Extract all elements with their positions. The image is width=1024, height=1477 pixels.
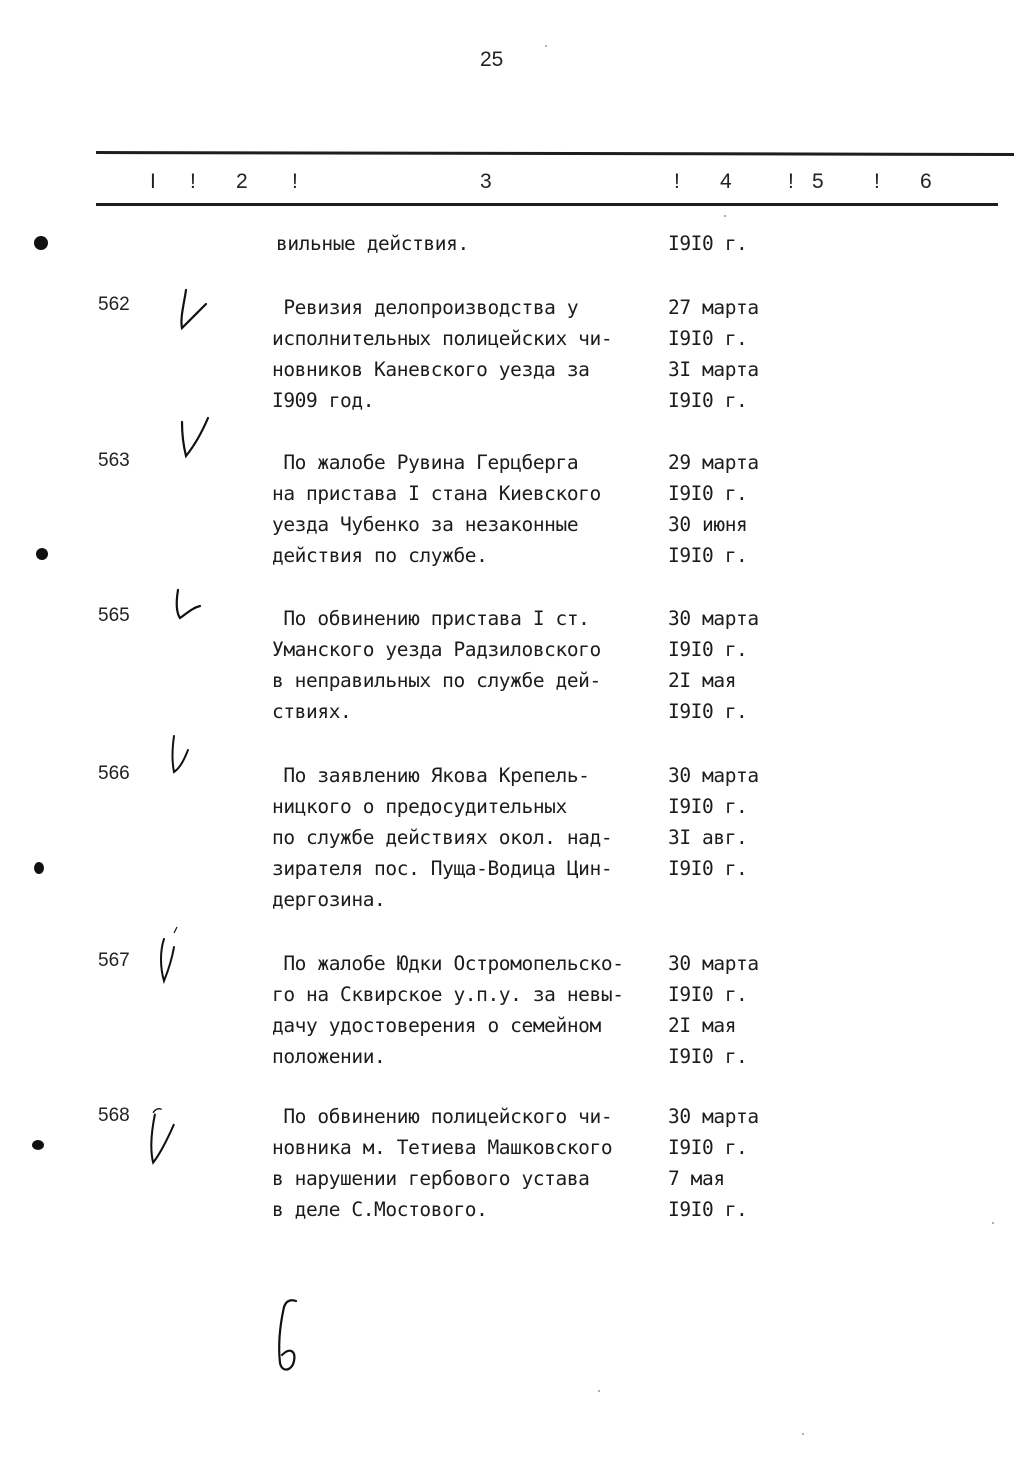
column-header-3: 3: [480, 170, 492, 193]
handwritten-check-icon: [172, 282, 212, 342]
binding-hole-mark: [34, 236, 48, 250]
handwritten-check-icon: [152, 925, 192, 985]
entry-number: 568: [98, 1105, 130, 1126]
entry-description: По жалобе Рувина Герцберга на пристава I стана Киевского уезда Чубенко за незаконные действия по службе.: [272, 451, 601, 567]
entry-dates: 30 марта I9I0 г. 2I мая I9I0 г.: [668, 607, 759, 723]
entry-dates: 30 марта I9I0 г. 3I авг. I9I0 г.: [668, 764, 759, 880]
scan-speck: [802, 1433, 804, 1435]
binding-hole-mark: [32, 1140, 44, 1150]
column-header-2: 2: [236, 170, 248, 193]
handwritten-check-icon: [162, 732, 202, 792]
column-separator: !: [190, 170, 196, 193]
page-number: 25: [480, 48, 504, 71]
entry-description: По обвинению полицейского чи- новника м. Тетиева Машковского в нарушении гербового устава в деле С.Мостового.: [272, 1105, 613, 1221]
column-separator: !: [874, 170, 880, 193]
binding-hole-mark: [34, 862, 44, 874]
scan-speck: [598, 1390, 600, 1392]
entry-dates: 30 марта I9I0 г. 7 мая I9I0 г.: [668, 1105, 759, 1221]
entry-description: По жалобе Юдки Остромопельско- го на Сквирское у.п.у. за невы- дачу удостоверения о семейном положении.: [272, 952, 624, 1068]
scan-speck: [545, 45, 547, 47]
entry-dates: 30 марта I9I0 г. 2I мая I9I0 г.: [668, 952, 759, 1068]
entry-dates: I9I0 г.: [668, 232, 748, 255]
column-separator: !: [788, 170, 794, 193]
entry-description: вильные действия.: [276, 232, 469, 255]
entry-number: 567: [98, 950, 130, 971]
entry-number: 562: [98, 294, 130, 315]
column-header-4: 4: [720, 170, 732, 193]
entry-description: По заявлению Якова Крепель- ницкого о предосудительных по службе действиях окол. над- зирателя пос. Пуща-Водица Цин- дергозина.: [272, 764, 613, 911]
binding-hole-mark: [36, 548, 48, 560]
column-separator: !: [292, 170, 298, 193]
header-rule-top: [96, 151, 1014, 156]
column-header-1: I: [150, 170, 156, 193]
handwritten-check-icon: [140, 1106, 180, 1166]
column-separator: !: [674, 170, 680, 193]
entry-number: 566: [98, 763, 130, 784]
entry-description: Ревизия делопроизводства у исполнительных полицейских чи- новников Каневского уезда за I909 год.: [272, 296, 613, 412]
entry-number: 563: [98, 450, 130, 471]
entry-dates: 29 марта I9I0 г. 30 июня I9I0 г.: [668, 451, 759, 567]
handwritten-check-icon: [168, 582, 208, 642]
entry-description: По обвинению пристава I ст. Уманского уезда Радзиловского в неправильных по службе дей- ствиях.: [272, 607, 601, 723]
handwritten-check-icon: [172, 412, 212, 472]
header-rule-bottom: [96, 203, 998, 206]
column-header-6: 6: [920, 170, 932, 193]
handwritten-page-count: [270, 1280, 310, 1375]
svg-text:6: 6: [270, 1280, 281, 1299]
scan-speck: [724, 215, 726, 217]
column-header-5: 5: [812, 170, 824, 193]
entry-number: 565: [98, 605, 130, 626]
entry-dates: 27 марта I9I0 г. 3I марта I9I0 г.: [668, 296, 759, 412]
scan-speck: [992, 1222, 994, 1224]
